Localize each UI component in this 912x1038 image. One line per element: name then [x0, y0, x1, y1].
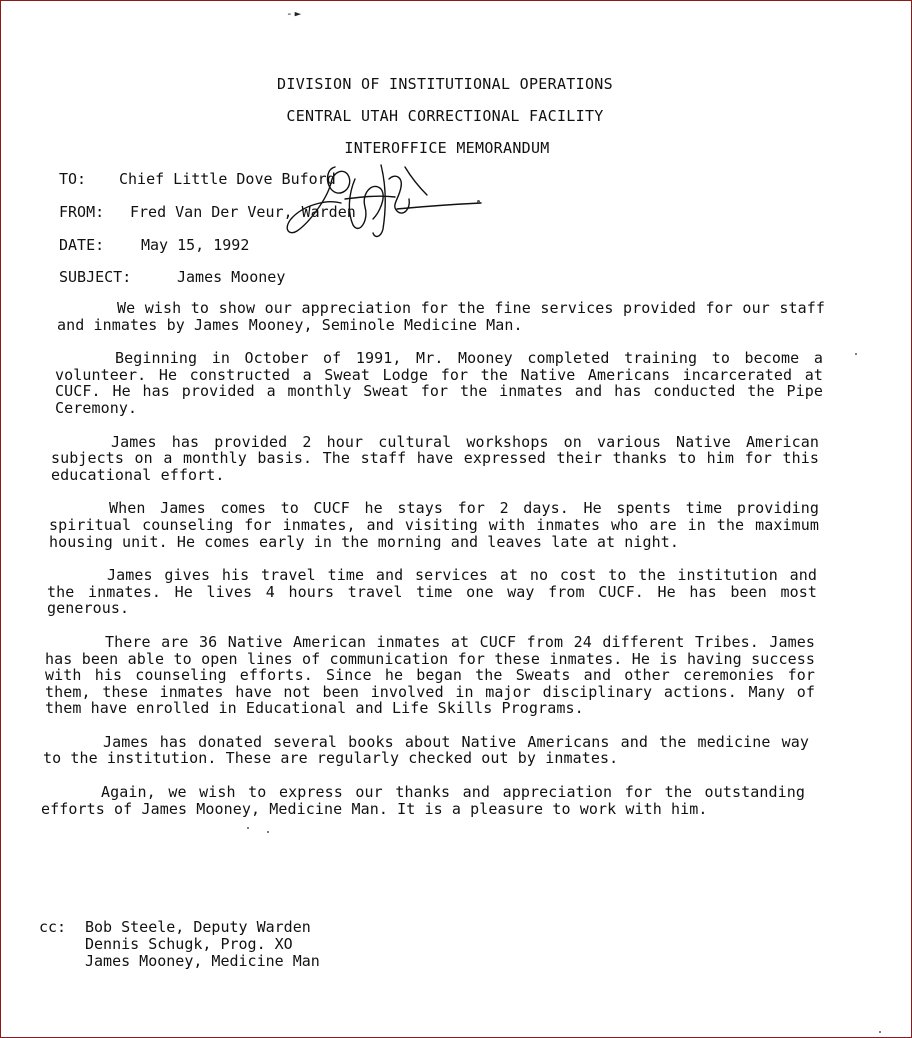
date-value: May 15, 1992: [141, 236, 250, 254]
scan-speck: [855, 353, 857, 355]
from-label: FROM:: [59, 203, 105, 221]
scan-speck: [247, 827, 249, 829]
division-heading: DIVISION OF INSTITUTIONAL OPERATIONS: [277, 75, 613, 93]
scan-speck: [477, 200, 480, 203]
paragraph-closing: Again, we wish to express our thanks and appreciation for the outstanding efforts of James Mooney, Medicine Man. It is a pleasure to work with him.: [41, 783, 805, 818]
date-label: DATE:: [59, 236, 105, 254]
scan-speck: [267, 831, 269, 833]
scan-speck: [879, 1031, 881, 1033]
from-value: Fred Van Der Veur, Warden: [130, 203, 356, 221]
subject-label: SUBJECT:: [59, 268, 132, 286]
to-value: Chief Little Dove Buford: [119, 170, 336, 188]
handwritten-signature: [269, 159, 484, 241]
cc-row: [39, 953, 320, 970]
memo-type-heading: INTEROFFICE MEMORANDUM: [344, 139, 550, 157]
cc-recipient: Dennis Schugk, Prog. XO: [85, 935, 293, 953]
cc-recipient: James Mooney, Medicine Man: [85, 952, 320, 970]
date-field: [59, 236, 249, 254]
paragraph-workshops: James has provided 2 hour cultural workshops on various Native American subjects on a monthly basis. The staff have expressed their thanks to him for this educational effort.: [51, 432, 819, 484]
subject-field: [59, 268, 285, 286]
paragraph-appreciation: We wish to show our appreciation for the fine services provided for our staff and inmates by James Mooney, Seminole Medicine Man.: [57, 299, 825, 334]
cc-recipient: Bob Steele, Deputy Warden: [85, 918, 311, 936]
scan-artifact: -►: [286, 7, 304, 20]
cc-row: [39, 936, 320, 953]
paragraph-travel: James gives his travel time and services at no cost to the institution and the inmates. He lives 4 hours travel time one way from CUCF. He has been most generous.: [47, 566, 817, 618]
memo-body: [43, 300, 833, 834]
paragraph-inmates: There are 36 Native American inmates at CUCF from 24 different Tribes. James has been able to open lines of communication for these inmates. He is having success with his counseling efforts. Since he began the Sweats and other ceremonies for them, these inmates have not been involved in major disciplinary actions. Many of them have enrolled in Educational and Life Skills Programs.: [45, 632, 815, 718]
paragraph-visits: When James comes to CUCF he stays for 2 days. He spents time providing spiritual counseling for inmates, and visiting with inmates who are in the maximum housing unit. He comes early in the morning and leaves late at night.: [49, 499, 819, 551]
paragraph-volunteer: Beginning in October of 1991, Mr. Mooney completed training to become a volunteer. He constructed a Sweat Lodge for the Native Americans incarcerated at CUCF. He has provided a monthly Sweat for the inmates and has conducted the Pipe Ceremony.: [55, 349, 823, 417]
subject-value: James Mooney: [177, 268, 286, 286]
facility-heading: CENTRAL UTAH CORRECTIONAL FACILITY: [286, 107, 604, 125]
cc-label: cc:: [39, 918, 67, 936]
paragraph-books: James has donated several books about Native Americans and the medicine way to the institution. These are regularly checked out by inmates.: [43, 732, 809, 768]
cc-list: [39, 919, 320, 970]
to-label: TO:: [59, 170, 87, 188]
cc-row: [39, 919, 320, 936]
